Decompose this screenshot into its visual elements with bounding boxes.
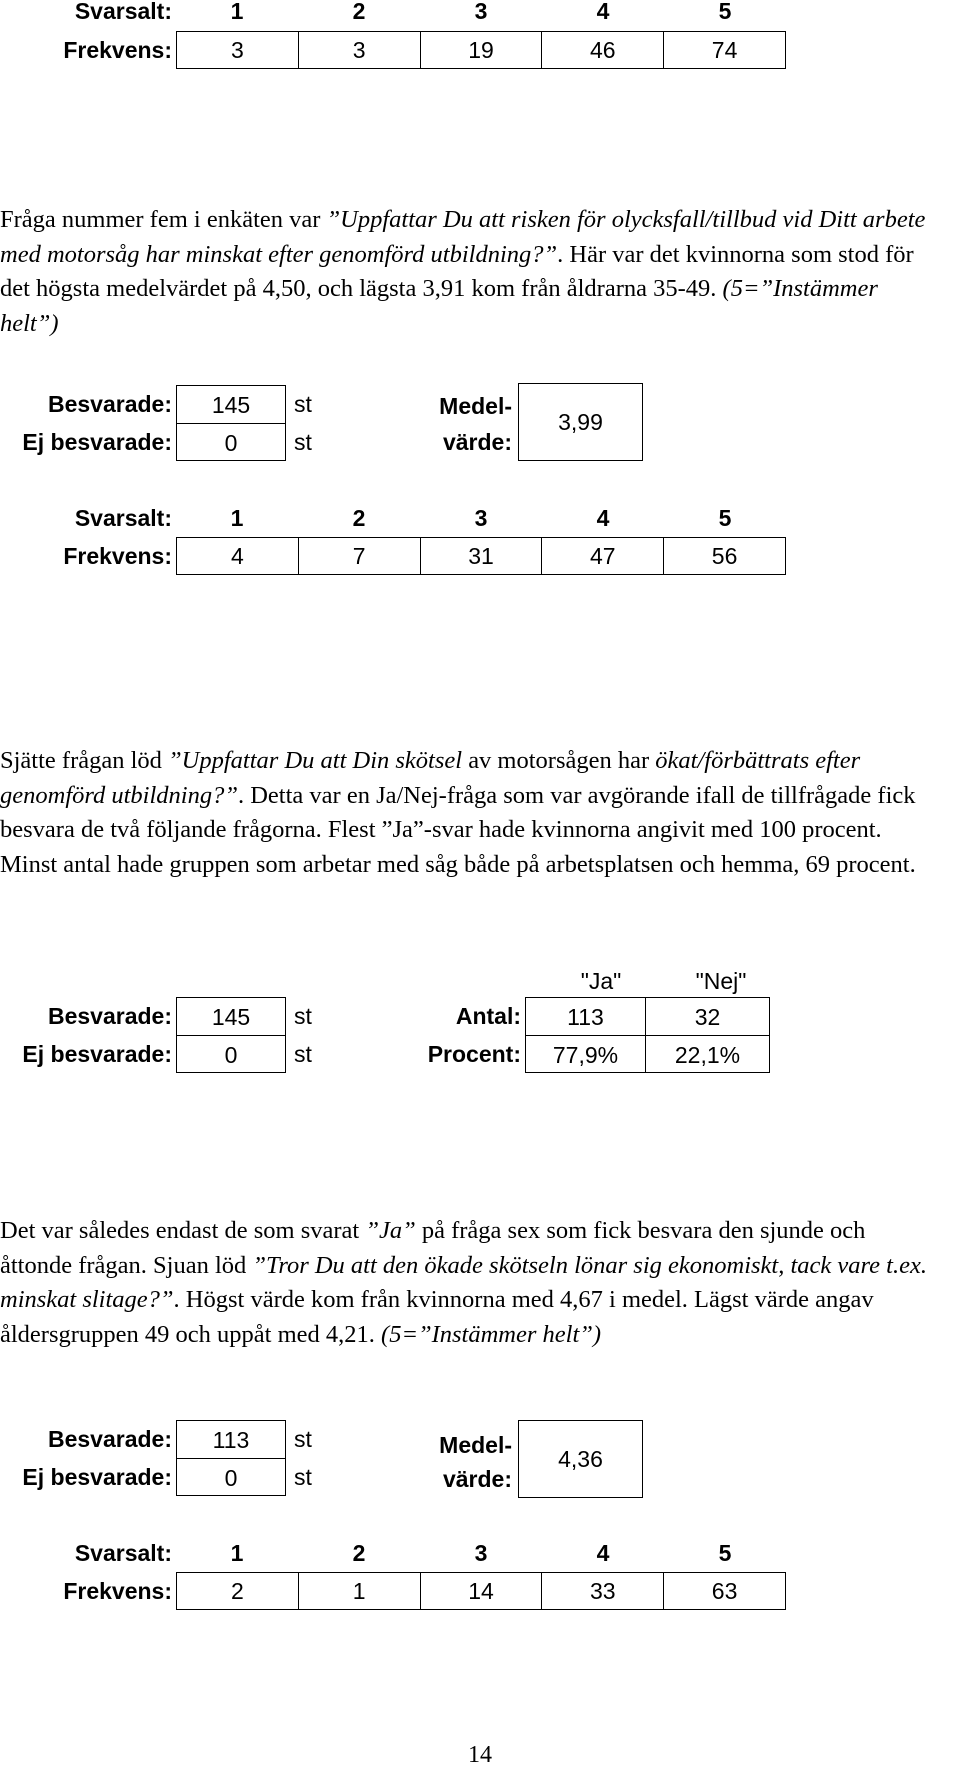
frekvens-value: 3 [177, 32, 299, 68]
ej-besvarade-label: Ej besvarade: [22, 1464, 172, 1490]
question-quote: ökat/förbättrats efter genomförd utbildning?” [0, 747, 861, 809]
frekvens-value: 7 [299, 538, 421, 574]
page-number: 14 [468, 1742, 492, 1768]
ej-besvarade-label: Ej besvarade: [22, 429, 172, 455]
svarsalt-label: Svarsalt: [74, 505, 172, 531]
frekvens-value: 31 [421, 538, 543, 574]
text: av motorsågen har [462, 747, 656, 774]
frekvens-value: 2 [177, 1573, 299, 1609]
besvarade-value: 113 [176, 1420, 286, 1458]
antal-nej: 32 [645, 997, 770, 1035]
antal-ja: 113 [525, 997, 645, 1035]
procent-nej: 22,1% [645, 1035, 770, 1073]
scale-5: 5 [718, 505, 732, 531]
text: Det var således endast de som svarat [0, 1217, 366, 1244]
ja-header: "Ja" [580, 968, 622, 994]
medel-label-2: värde: [442, 429, 512, 455]
frekvens-row [176, 31, 786, 69]
scale-5: 5 [718, 0, 732, 24]
question-quote: ”Tror Du att den ökade skötseln lönar sig ekonomiskt, tack vare t.ex. minskat slitage?” [0, 1251, 927, 1313]
frekvens-value: 1 [299, 1573, 421, 1609]
text: Fråga nummer fem i enkäten var [0, 206, 327, 233]
frekvens-value: 74 [711, 37, 738, 63]
unit-st: st [294, 1426, 312, 1452]
scale-2: 2 [352, 505, 366, 531]
scale-4: 4 [596, 1540, 610, 1566]
frekvens-value: 14 [421, 1573, 543, 1609]
question-quote: ”Uppfattar Du att risken för olycksfall/tillbud vid Ditt arbete med motorsåg har minskat efter genomförd utbildning?” [0, 206, 926, 268]
medel-label-1: Medel- [439, 1432, 512, 1458]
frekvens-value: 3 [299, 32, 421, 68]
antal-label: Antal: [455, 1003, 521, 1029]
frekvens-row [176, 1572, 786, 1610]
besvarade-label: Besvarade: [47, 1426, 172, 1452]
unit-st: st [294, 1003, 312, 1029]
text: på fråga sex som fick besvara den sjunde och åttonde frågan. Sjuan löd [0, 1217, 866, 1279]
besvarade-value: 145 [176, 385, 286, 423]
frekvens-value: 56 [711, 543, 738, 569]
frekvens-label: Frekvens: [63, 37, 172, 63]
paragraph-q5 [0, 203, 935, 341]
unit-st: st [294, 1464, 312, 1490]
scale-1: 1 [230, 505, 244, 531]
scale-2: 2 [352, 0, 366, 24]
besvarade-value: 145 [176, 997, 286, 1035]
text: . Här var det kvinnorna som stod för det högsta medelvärdet på 4,50, och lägsta 3,91 kom från åldrarna 35-49. [0, 240, 914, 302]
frekvens-value: 46 [542, 32, 664, 68]
frekvens-value: 47 [542, 538, 664, 574]
unit-st: st [294, 1041, 312, 1067]
paragraph-q6 [0, 744, 935, 882]
paragraph-q7 [0, 1214, 935, 1352]
scale-4: 4 [596, 505, 610, 531]
text: . Högst värde kom från kvinnorna med 4,67 i medel. Lägst värde angav åldersgruppen 49 och uppåt med 4,21. [0, 1286, 874, 1348]
frekvens-row [176, 537, 786, 575]
frekvens-value: 63 [711, 1578, 738, 1604]
besvarade-label: Besvarade: [47, 1003, 172, 1029]
medelvarde-value: 3,99 [518, 383, 643, 461]
frekvens-value: 4 [177, 538, 299, 574]
frekvens-value: 19 [421, 32, 543, 68]
question-quote: ”Ja” [365, 1217, 416, 1244]
unit-st: st [294, 391, 312, 417]
besvarade-label: Besvarade: [47, 391, 172, 417]
medel-label-1: Medel- [439, 393, 512, 419]
frekvens-value: 33 [542, 1573, 664, 1609]
scale-note: (5=”Instämmer helt”) [0, 275, 878, 337]
ej-besvarade-label: Ej besvarade: [22, 1041, 172, 1067]
unit-st: st [294, 429, 312, 455]
scale-2: 2 [352, 1540, 366, 1566]
scale-note: (5=”Instämmer helt”) [381, 1320, 602, 1348]
question-quote: ”Uppfattar Du att Din skötsel [168, 747, 463, 774]
medel-label-2: värde: [442, 1466, 512, 1492]
scale-3: 3 [474, 1540, 488, 1566]
procent-ja: 77,9% [525, 1035, 645, 1073]
scale-5: 5 [718, 1540, 732, 1566]
frekvens-label: Frekvens: [63, 1578, 172, 1604]
scale-3: 3 [474, 0, 488, 24]
ej-besvarade-value: 0 [176, 423, 286, 461]
svarsalt-label: Svarsalt: [74, 1540, 172, 1566]
svarsalt-label: Svarsalt: [74, 0, 172, 24]
scale-4: 4 [596, 0, 610, 24]
ej-besvarade-value: 0 [176, 1458, 286, 1496]
medelvarde-value: 4,36 [518, 1420, 643, 1498]
text: . Detta var en Ja/Nej-fråga som var avgörande ifall de tillfrågade fick besvara de två följande frågorna. Flest ”Ja”-svar hade kvinnorna angivit med 100 procent. Minst antal hade gruppen som arbetar med såg både på arbetsplatsen och hemma, 69 procent. [0, 781, 916, 878]
procent-label: Procent: [427, 1041, 521, 1067]
scale-3: 3 [474, 505, 488, 531]
frekvens-label: Frekvens: [63, 543, 172, 569]
scale-1: 1 [230, 1540, 244, 1566]
nej-header: "Nej" [695, 968, 747, 994]
text: Sjätte frågan löd [0, 747, 169, 774]
ej-besvarade-value: 0 [176, 1035, 286, 1073]
scale-1: 1 [230, 0, 244, 24]
